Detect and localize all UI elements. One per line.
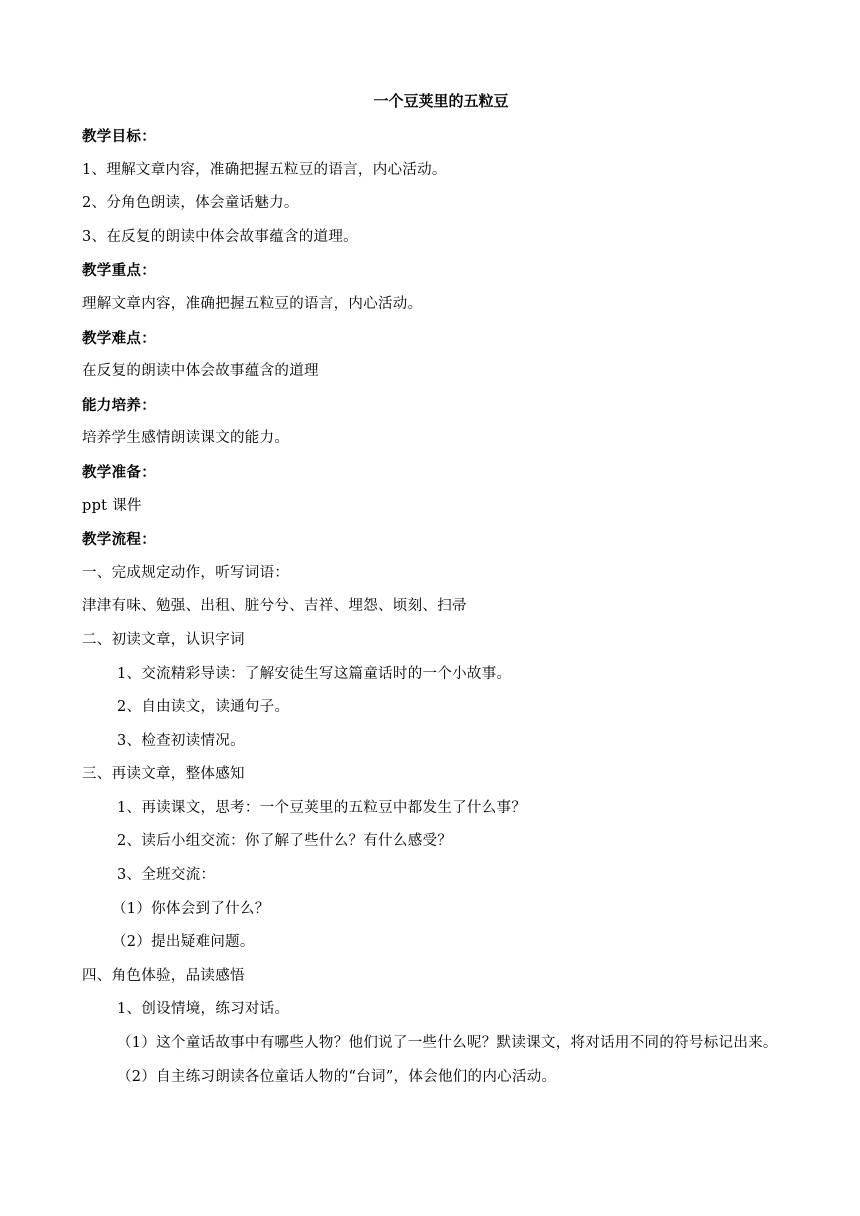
step-3-item: 2、读后小组交流：你了解了些什么？有什么感受？ <box>117 833 453 850</box>
ability-heading: 能力培养： <box>82 396 156 414</box>
goal-item: 3、在反复的朗读中体会故事蕴含的道理。 <box>82 228 358 245</box>
process-step-2: 二、初读文章，认识字词 <box>82 631 245 648</box>
prep-heading: 教学准备： <box>82 463 156 481</box>
document-title: 一个豆荚里的五粒豆 <box>373 92 509 110</box>
ability-text: 培养学生感情朗读课文的能力。 <box>82 430 290 447</box>
focus-text: 理解文章内容，准确把握五粒豆的语言，内心活动。 <box>82 295 423 312</box>
focus-heading: 教学重点： <box>82 262 156 280</box>
step-4-subitem: （1）这个童话故事中有哪些人物？他们说了一些什么呢？默读课文，将对话用不同的符号标记出来。 <box>117 1035 778 1052</box>
step-2-item: 2、自由读文，读通句子。 <box>117 699 290 716</box>
step-3-subitem: （1）你体会到了什么？ <box>112 900 270 917</box>
document-page <box>82 86 780 1094</box>
step-2-item: 3、检查初读情况。 <box>117 732 245 749</box>
step-3-item: 3、全班交流： <box>117 867 216 884</box>
prep-text: ppt 课件 <box>82 497 142 514</box>
goal-item: 2、分角色朗读，体会童话魅力。 <box>82 195 299 212</box>
step-3-item: 1、再读课文，思考：一个豆荚里的五粒豆中都发生了什么事？ <box>117 799 527 816</box>
step-4-subitem: （2）自主练习朗读各位童话人物的“台词”，体会他们的内心活动。 <box>117 1068 557 1085</box>
goals-heading: 教学目标： <box>82 128 156 145</box>
step-3-subitem: （2）提出疑难问题。 <box>112 934 255 951</box>
step-4-item: 1、创设情境，练习对话。 <box>117 1001 290 1018</box>
difficulty-text: 在反复的朗读中体会故事蕴含的道理 <box>82 363 319 380</box>
process-step-1: 一、完成规定动作，听写词语： <box>82 564 290 581</box>
dictation-words: 津津有味、勉强、出租、脏兮兮、吉祥、埋怨、顷刻、扫帚 <box>82 598 467 615</box>
difficulty-heading: 教学难点： <box>82 329 156 347</box>
process-heading: 教学流程： <box>82 531 156 549</box>
step-2-item: 1、交流精彩导读：了解安徒生写这篇童话时的一个小故事。 <box>117 665 512 682</box>
process-step-4: 四、角色体验，品读感悟 <box>82 967 245 984</box>
goal-item: 1、理解文章内容，准确把握五粒豆的语言，内心活动。 <box>82 161 447 178</box>
process-step-3: 三、再读文章，整体感知 <box>82 766 245 783</box>
